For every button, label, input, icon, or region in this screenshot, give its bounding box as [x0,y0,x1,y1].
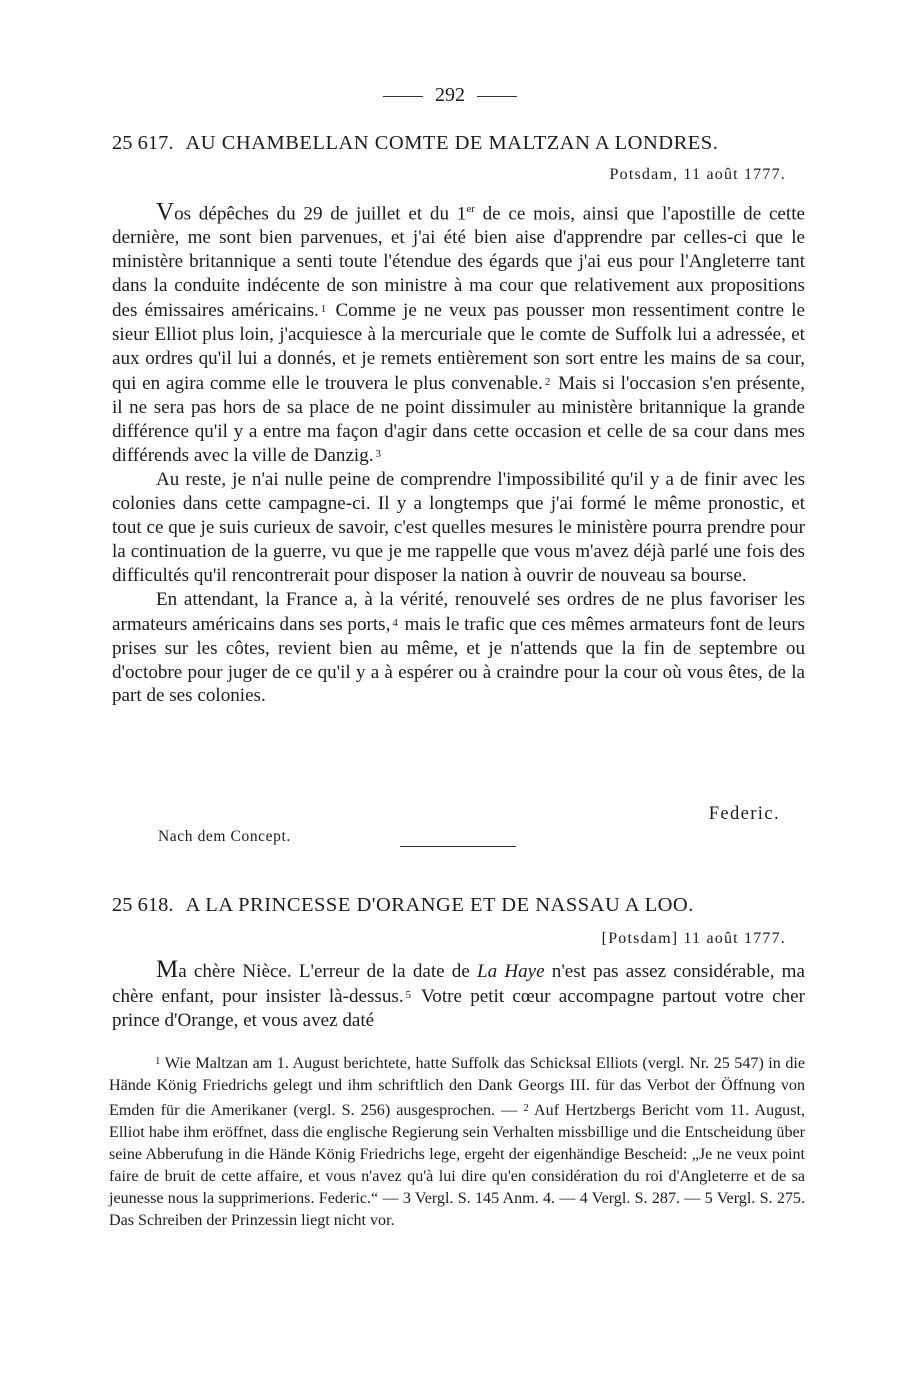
footnote-marker: 3 [375,448,382,461]
letter-body [112,198,805,708]
letter-dateline: [Potsdam] 11 août 1777. [601,930,786,947]
section-divider [400,846,516,847]
footnote-text: Wie Maltzan am 1. August berichtete, hatte Suffolk das Schicksal Elliots (vergl. Nr. 25 547) in die Hände König Friedrichs gelegt und ihm schriftlich den Dank Georgs III. für das Verbot der Öffnung von Emden für die Amerikaner (vergl. S. 256) ausgesprochen. — [109,1055,805,1119]
paragraph-text: Mais si l'occasion s'en présente, il ne sera pas hors de sa place de ne point dissimuler au ministère britannique la grande différence qu'il y a entre ma façon d'agir dans cette occasion et celle de sa cour dans mes différends avec la ville de Danzig. [112,372,805,467]
footnotes [109,1050,805,1232]
footnote-text: Auf Hertzbergs Bericht vom 11. August, Elliot habe ihm eröffnet, dass die englische Regierung sein Verhalten missbillige und die Entscheidung über seine Abberufung in die Hände König Friedrichs lege, ergeht der eigenhändige Bescheid: „Je ne veux point faire de bruit de cette affaire, et vous n'avez qu'à lui dire qu'en considération du roi d'Angleterre et de sa jeunesse nous la supprimerions. Federic.“ — [109,1102,805,1207]
letter-body [112,958,805,1033]
footnote-text: Vergl. S. 287. — [587,1190,705,1207]
place-name: La Haye [477,961,545,982]
letter-heading [112,132,812,155]
letter-title: A LA PRINCESSE D'ORANGE ET DE NASSAU A LOO. [185,894,694,916]
footnote-marker: 3 [402,1190,411,1207]
letter-paragraph [112,588,805,709]
footnote-marker: 2 [523,1102,529,1114]
paragraph-text: de ce mois, ainsi que l'apostille de cette dernière, me sont bien parvenues, et j'ai été bien aise d'apprendre par celles-ci que le ministère britannique a senti toute l'étendue des égards que j'ai eus pour l'Angleterre tant dans la conduite indécente de son ministre à ma cour que relativement aux propositions des émissaires américains. [112,203,805,321]
letter-number: 25 617. [112,132,174,154]
footnote-text: Vergl. S. 275. Das Schreiben der Prinzessin liegt nicht vor. [109,1190,805,1229]
drop-cap: V [156,198,175,226]
footnote-marker: 4 [392,616,398,629]
paragraph-text: a chère Nièce. L'erreur de la date de [178,961,477,982]
drop-cap: M [156,956,179,983]
paragraph-text: n'est pas assez considérable, ma chère enfant, pour insister là-dessus. [112,961,805,1007]
footnote-paragraph [109,1050,805,1232]
letter-title: AU CHAMBELLAN COMTE DE MALTZAN A LONDRES. [185,132,719,154]
superscript: er [466,203,475,215]
footnote-marker: 1 [155,1055,161,1067]
letter-paragraph: Au reste, je n'ai nulle peine de comprendre l'impossibilité qu'il y a de finir avec les colonies dans cette campagne-ci. Il y a longtemps que j'ai formé le même pronostic, et tout ce que je suis curieux de savoir, c'est quelles mesures le ministère pourra prendre pour la continuation de la guerre, vu que je me rappelle que vous m'avez déjà parlé une fois des difficultés qu'il rencontrerait pour disposer la nation à ouvrir de nouveau sa bourse. [112,469,806,586]
source-note: Nach dem Concept. [158,828,291,845]
paragraph-text: mais le trafic que ces mêmes armateurs font de leurs prises sur les côtes, revient bien au même, et je n'attends que la fin de septembre ou d'octobre pour juger de ce qu'il y a à espérer ou à craindre pour la cour où vous êtes, de la part de ses colonies. [112,613,805,707]
paragraph-text: Votre petit cœur accompagne partout votre cher prince d'Orange, et vous avez daté [112,985,805,1031]
signature: Federic. [708,804,780,824]
letter-number: 25 618. [112,894,174,916]
paragraph-text: Comme je ne veux pas pousser mon ressentiment contre le sieur Elliot plus loin, j'acquiesce à la mercuriale que le comte de Suffolk lui a adressée, et aux ordres qu'il lui a donnés, et je remets entièrement son sort entre les mains de sa cour, qui en agira comme elle le trouvera le plus convenable. [112,299,805,394]
page-number-right-dash [477,96,517,97]
paragraph-text: En attendant, la France a, à la vérité, renouvelé ses ordres de ne plus favoriser les armateurs américains dans ses ports, [112,588,805,635]
footnote-text: Vergl. S. 145 Anm. 4. — [410,1190,580,1207]
letter-heading [112,894,812,917]
letter-paragraph [112,198,805,468]
page-number-text: 292 [435,84,465,106]
letter-dateline: Potsdam, 11 août 1777. [609,166,786,183]
paragraph-text: os dépêches du 29 de juillet et du 1 [174,203,467,225]
page-number [0,84,900,107]
footnote-marker: 5 [704,1190,713,1207]
footnote-marker: 5 [405,988,412,1001]
letter-paragraph [112,958,805,1033]
footnote-marker: 4 [579,1190,588,1207]
page-number-left-dash [383,96,423,97]
footnote-marker: 2 [544,375,551,388]
footnote-marker: 1 [320,302,327,315]
